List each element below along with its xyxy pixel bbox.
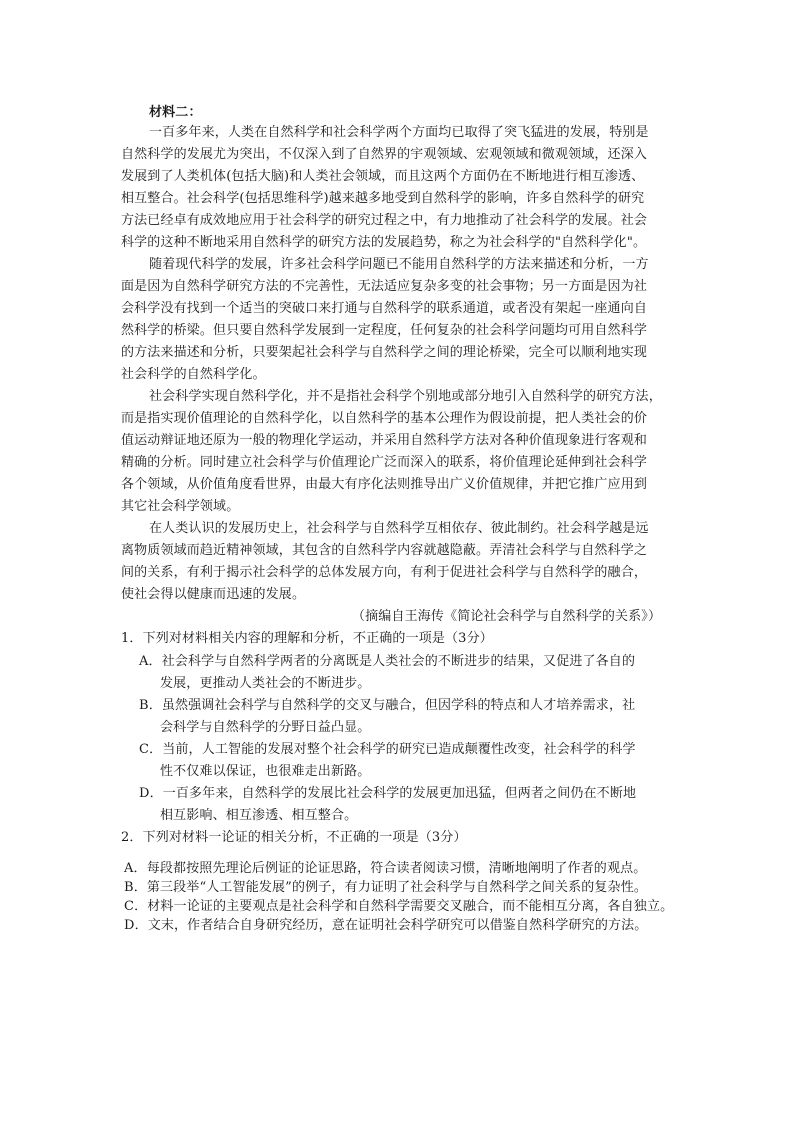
question-1-option-c-line-2: 性不仅难以保证，也很难走出新路。 xyxy=(160,764,371,779)
question-1-option-c-line-1: C．当前，人工智能的发展对整个社会科学的研究已造成颠覆性改变，社会科学的科学 xyxy=(139,742,636,757)
paragraph-3-line-6: 其它社会科学领域。 xyxy=(121,499,240,514)
paragraph-1-line-2: 自然科学的发展尤为突出，不仅深入到了自然界的宇观领域、宏观领域和微观领域，还深入 xyxy=(121,147,648,162)
question-1-stem: 1．下列对材料相关内容的理解和分析，不正确的一项是（3分） xyxy=(121,631,493,646)
paragraph-4-line-3: 间的关系，有利于揭示社会科学的总体发展方向，有利于促进社会科学与自然科学的融合， xyxy=(121,565,648,580)
paragraph-2-line-6: 社会科学的自然科学化。 xyxy=(121,367,266,382)
paragraph-3-line-2: 而是指实现价值理论的自然科学化，以自然科学的基本公理作为假设前提，把人类社会的价 xyxy=(121,411,648,426)
paragraph-2-line-5: 的方法来描述和分析，只要架起社会科学与自然科学之间的理论桥梁，完全可以顺利地实现 xyxy=(121,345,648,360)
paragraph-3-line-4: 精确的分析。同时建立社会科学与价值理论广泛而深入的联系，将价值理论延伸到社会科学 xyxy=(121,455,648,470)
question-2-option-a: A．每段都按照先理论后例证的论证思路，符合读者阅读习惯，清晰地阐明了作者的观点。 xyxy=(124,861,647,876)
question-1-option-b-line-2: 会科学与自然科学的分野日益凸显。 xyxy=(160,720,371,735)
question-1-option-a-line-2: 发展，更推动人类社会的不断进步。 xyxy=(160,676,371,691)
paragraph-3-line-1: 社会科学实现自然科学化，并不是指社会科学个别地或部分地引入自然科学的研究方法， xyxy=(149,389,662,404)
question-1-option-d-line-1: D．一百多年来，自然科学的发展比社会科学的发展更加迅猛，但两者之间仍在不断地 xyxy=(139,786,637,801)
paragraph-1-line-6: 科学的这种不断地采用自然科学的研究方法的发展趋势，称之为社会科学的"自然科学化"。 xyxy=(121,235,647,250)
question-2-option-c: C．材料一论证的主要观点是社会科学和自然科学需要交叉融合，而不能相互分离，各自独立。 xyxy=(124,899,674,914)
paragraph-1-line-4: 相互整合。社会科学(包括思维科学)越来越多地受到自然科学的影响，许多自然科学的研究 xyxy=(121,191,645,206)
question-2-stem: 2．下列对材料一论证的相关分析，不正确的一项是（3分） xyxy=(121,830,467,845)
paragraph-4-line-1: 在人类认识的发展历史上，社会科学与自然科学互相依存、彼此制约。社会科学越是远 xyxy=(149,521,649,536)
paragraph-3-line-3: 值运动辩证地还原为一般的物理化学运动，并采用自然科学方法对各种价值现象进行客观和 xyxy=(121,433,648,448)
paragraph-1-line-3: 发展到了人类机体(包括大脑)和人类社会领域，而且这两个方面仍在不断地进行相互渗透、 xyxy=(121,169,645,184)
question-2-option-b: B．第三段举“人工智能发展”的例子，有力证明了社会科学与自然科学之间关系的复杂性。 xyxy=(124,880,647,895)
paragraph-3-line-5: 各个领域，从价值角度看世界，由最大有序化法则推导出广义价值规律，并把它推广应用到 xyxy=(121,477,648,492)
paragraph-1-line-1: 一百多年来，人类在自然科学和社会科学两个方面均已取得了突飞猛进的发展，特别是 xyxy=(149,125,649,140)
question-1-option-b-line-1: B．虽然强调社会科学与自然科学的交叉与融合，但因学科的特点和人才培养需求，社 xyxy=(139,698,636,713)
paragraph-2-line-2: 面是因为自然科学研究方法的不完善性，无法适应复杂多变的社会事物；另一方面是因为社 xyxy=(121,279,648,294)
paragraph-2-line-4: 然科学的桥梁。但只要自然科学发展到一定程度，任何复杂的社会科学问题均可用自然科学 xyxy=(121,323,648,338)
source-citation: （摘编自王海传《简论社会科学与自然科学的关系》） xyxy=(352,609,662,624)
material-title: 材料二： xyxy=(149,105,202,120)
question-2-option-d: D．文末，作者结合自身研究经历，意在证明社会科学研究可以借鉴自然科学研究的方法。 xyxy=(124,918,648,933)
paragraph-1-line-5: 方法已经卓有成效地应用于社会科学的研究过程之中，有力地推动了社会科学的发展。社会 xyxy=(121,213,648,228)
paragraph-2-line-1: 随着现代科学的发展，许多社会科学问题已不能用自然科学的方法来描述和分析，一方 xyxy=(149,257,649,272)
paragraph-4-line-2: 离物质领域而趋近精神领域，其包含的自然科学内容就越隐蔽。弄清社会科学与自然科学之 xyxy=(121,543,648,558)
paragraph-4-line-4: 使社会得以健康而迅速的发展。 xyxy=(121,587,306,602)
paragraph-2-line-3: 会科学没有找到一个适当的突破口来打通与自然科学的联系通道，或者没有架起一座通向自 xyxy=(121,301,648,316)
question-1-option-d-line-2: 相互影响、相互渗透、相互整合。 xyxy=(160,808,358,823)
question-1-option-a-line-1: A．社会科学与自然科学两者的分离既是人类社会的不断进步的结果，又促进了各自的 xyxy=(139,654,636,669)
